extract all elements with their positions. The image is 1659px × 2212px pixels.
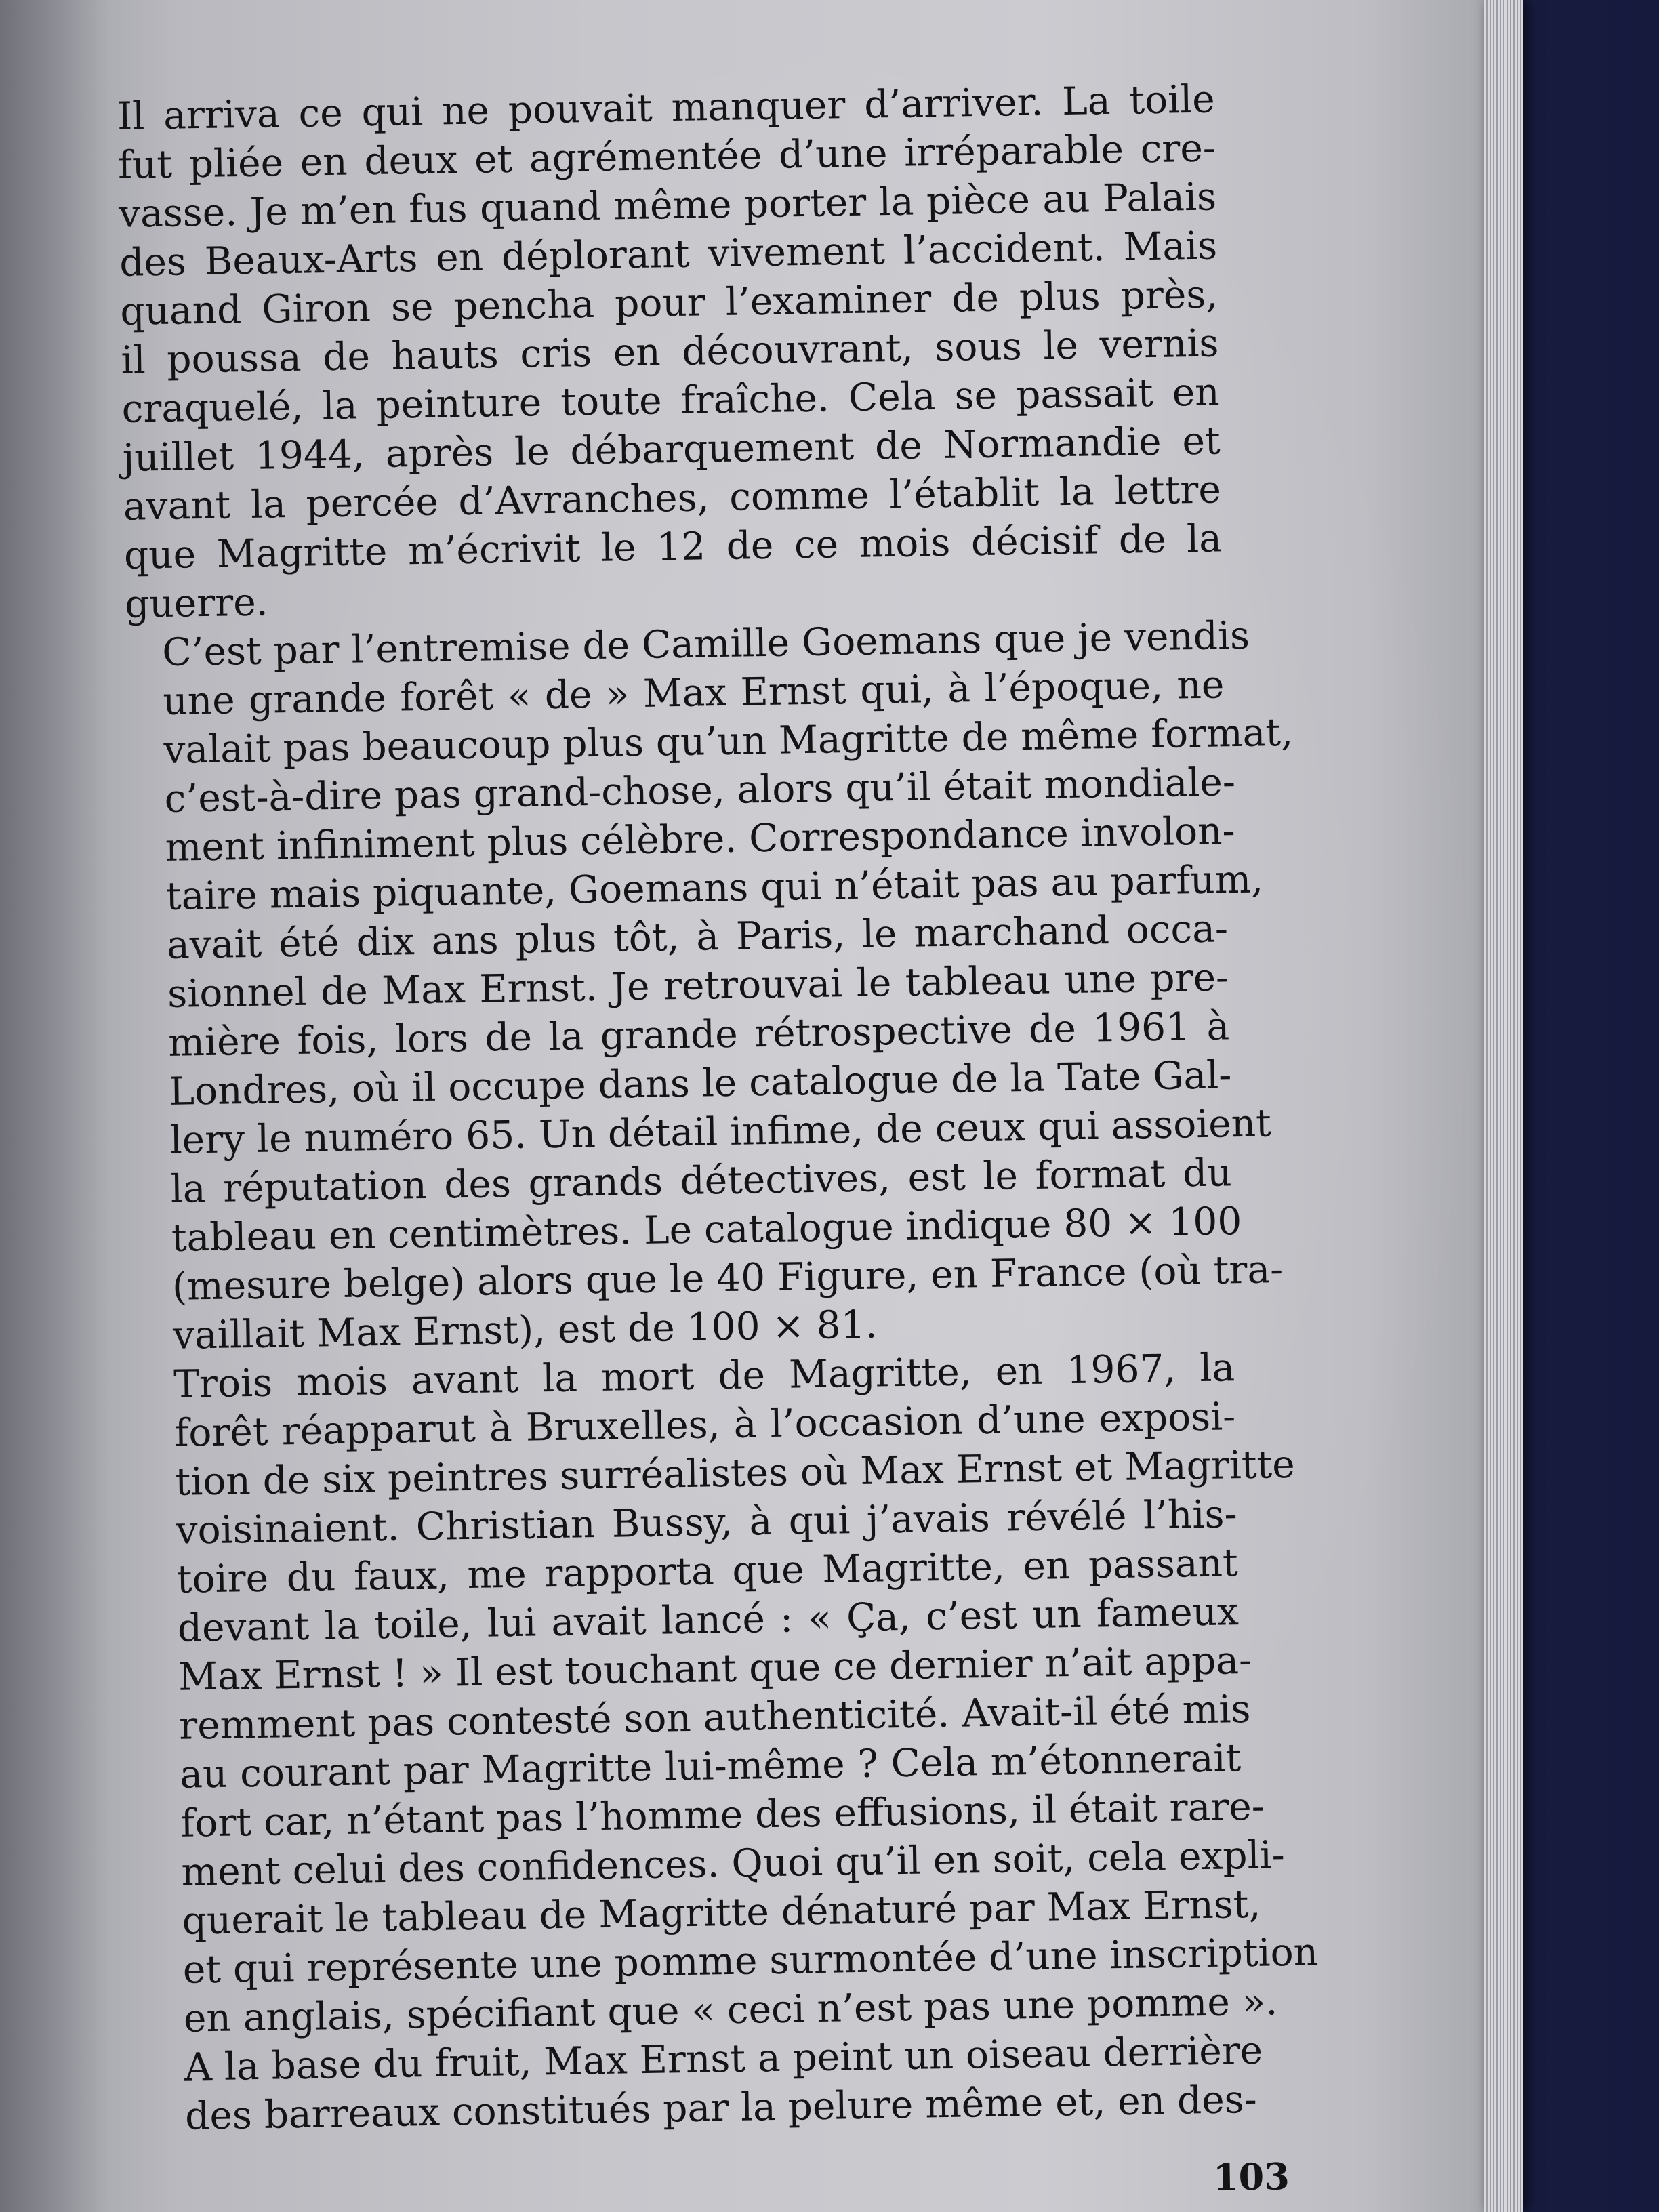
- text-line: ment celui des confidences. Quoi qu’il en soit, cela expli-: [181, 1833, 1286, 1895]
- text-line: Max Ernst ! » Il est touchant que ce dernier n’ait appa-: [178, 1638, 1252, 1700]
- text-line: des barreaux constitués par la pelure même et, en des-: [184, 2077, 1258, 2139]
- text-line: guerre.: [124, 580, 269, 627]
- text-line: c’est-à-dire pas grand-chose, alors qu’il était mondiale-: [164, 760, 1236, 821]
- text-line: vasse. Je m’en fus quand même porter la pièce au Palais: [118, 175, 1217, 237]
- text-line: Trois mois avant la mort de Magritte, en 1967, la: [173, 1346, 1235, 1407]
- paragraph-2: [125, 612, 1294, 1361]
- text-line: vaillait Max Ernst), est de 100 × 81.: [172, 1303, 878, 1358]
- text-line: querait le tableau de Magritte dénaturé par Max Ernst,: [182, 1882, 1261, 1944]
- paragraph-1: [117, 75, 1223, 629]
- text-line: des Beaux-Arts en déplorant vivement l’accident. Mais: [119, 224, 1218, 285]
- text-line: la réputation des grands détectives, est le format du: [170, 1151, 1233, 1212]
- body-text: [117, 75, 1319, 2142]
- text-line: tion de six peintres surréalistes où Max Ernst et Magritte: [175, 1442, 1296, 1504]
- text-line: sionnel de Max Ernst. Je retrouvai le tableau une pre-: [167, 956, 1229, 1017]
- text-line: quand Giron se pencha pour l’examiner de plus près,: [119, 272, 1218, 334]
- text-line: C’est par l’entremise de Camille Goemans que je vendis: [161, 613, 1250, 675]
- text-line: forêt réapparut à Bruxelles, à l’occasion d’une exposi-: [173, 1395, 1236, 1456]
- text-line: voisinaient. Christian Bussy, à qui j’avais révélé l’his-: [176, 1492, 1238, 1553]
- text-line: mière fois, lors de la grande rétrospective de 1961 à: [167, 1004, 1230, 1065]
- text-line: remment pas contesté son authenticité. Avait-il été mis: [178, 1687, 1251, 1748]
- text-line: craquelé, la peinture toute fraîche. Cela se passait en: [121, 370, 1221, 432]
- paragraph-3: [137, 1344, 1319, 2142]
- text-line: toire du faux, me rapporta que Magritte, en passant: [176, 1541, 1239, 1602]
- page-number: 103: [1212, 2154, 1290, 2199]
- text-line: avant la percée d’Avranches, comme l’établit la lettre: [123, 468, 1222, 529]
- text-line: fut pliée en deux et agrémentée d’une irréparable cre-: [117, 126, 1216, 188]
- text-line: A la base du fruit, Max Ernst a peint un oiseau derrière: [184, 2028, 1263, 2090]
- text-line: valait pas beaucoup plus qu’un Magritte de même format,: [163, 710, 1294, 773]
- text-line: que Magritte m’écrivit le 12 de ce mois décisif de la: [123, 516, 1223, 578]
- text-line: et qui représente une pomme surmontée d’une inscription: [182, 1930, 1319, 1992]
- text-line: Londres, où il occupe dans le catalogue de la Tate Gal-: [169, 1053, 1232, 1114]
- text-line: Il arriva ce qui ne pouvait manquer d’arriver. La toile: [117, 77, 1216, 139]
- text-line: au courant par Magritte lui-même ? Cela m’étonnerait: [179, 1736, 1242, 1797]
- text-line: taire mais piquante, Goemans qui n’était pas au parfum,: [165, 857, 1264, 919]
- text-line: lery le numéro 65. Un détail infime, de ceux qui assoient: [169, 1101, 1272, 1163]
- text-line: en anglais, spécifiant que « ceci n’est pas une pomme ».: [183, 1980, 1278, 2041]
- text-line: tableau en centimètres. Le catalogue indique 80 × 100: [171, 1200, 1242, 1261]
- text-line: juillet 1944, après le débarquement de Normandie et: [122, 419, 1221, 480]
- spine-shadow: [0, 0, 108, 2212]
- text-line: une grande forêt « de » Max Ernst qui, à l’époque, ne: [162, 663, 1225, 724]
- text-line: il poussa de hauts cris en découvrant, sous le vernis: [121, 321, 1219, 383]
- page-stack-edge: [1484, 0, 1523, 2212]
- text-line: avait été dix ans plus tôt, à Paris, le marchand occa-: [166, 907, 1229, 968]
- text-line: ment infiniment plus célèbre. Correspondance involon-: [165, 809, 1236, 870]
- text-line: fort car, n’étant pas l’homme des effusions, il était rare-: [180, 1784, 1265, 1846]
- text-line: (mesure belge) alors que le 40 Figure, en France (où tra-: [171, 1248, 1284, 1309]
- text-line: devant la toile, lui avait lancé : « Ça, c’est un fameux: [177, 1590, 1240, 1651]
